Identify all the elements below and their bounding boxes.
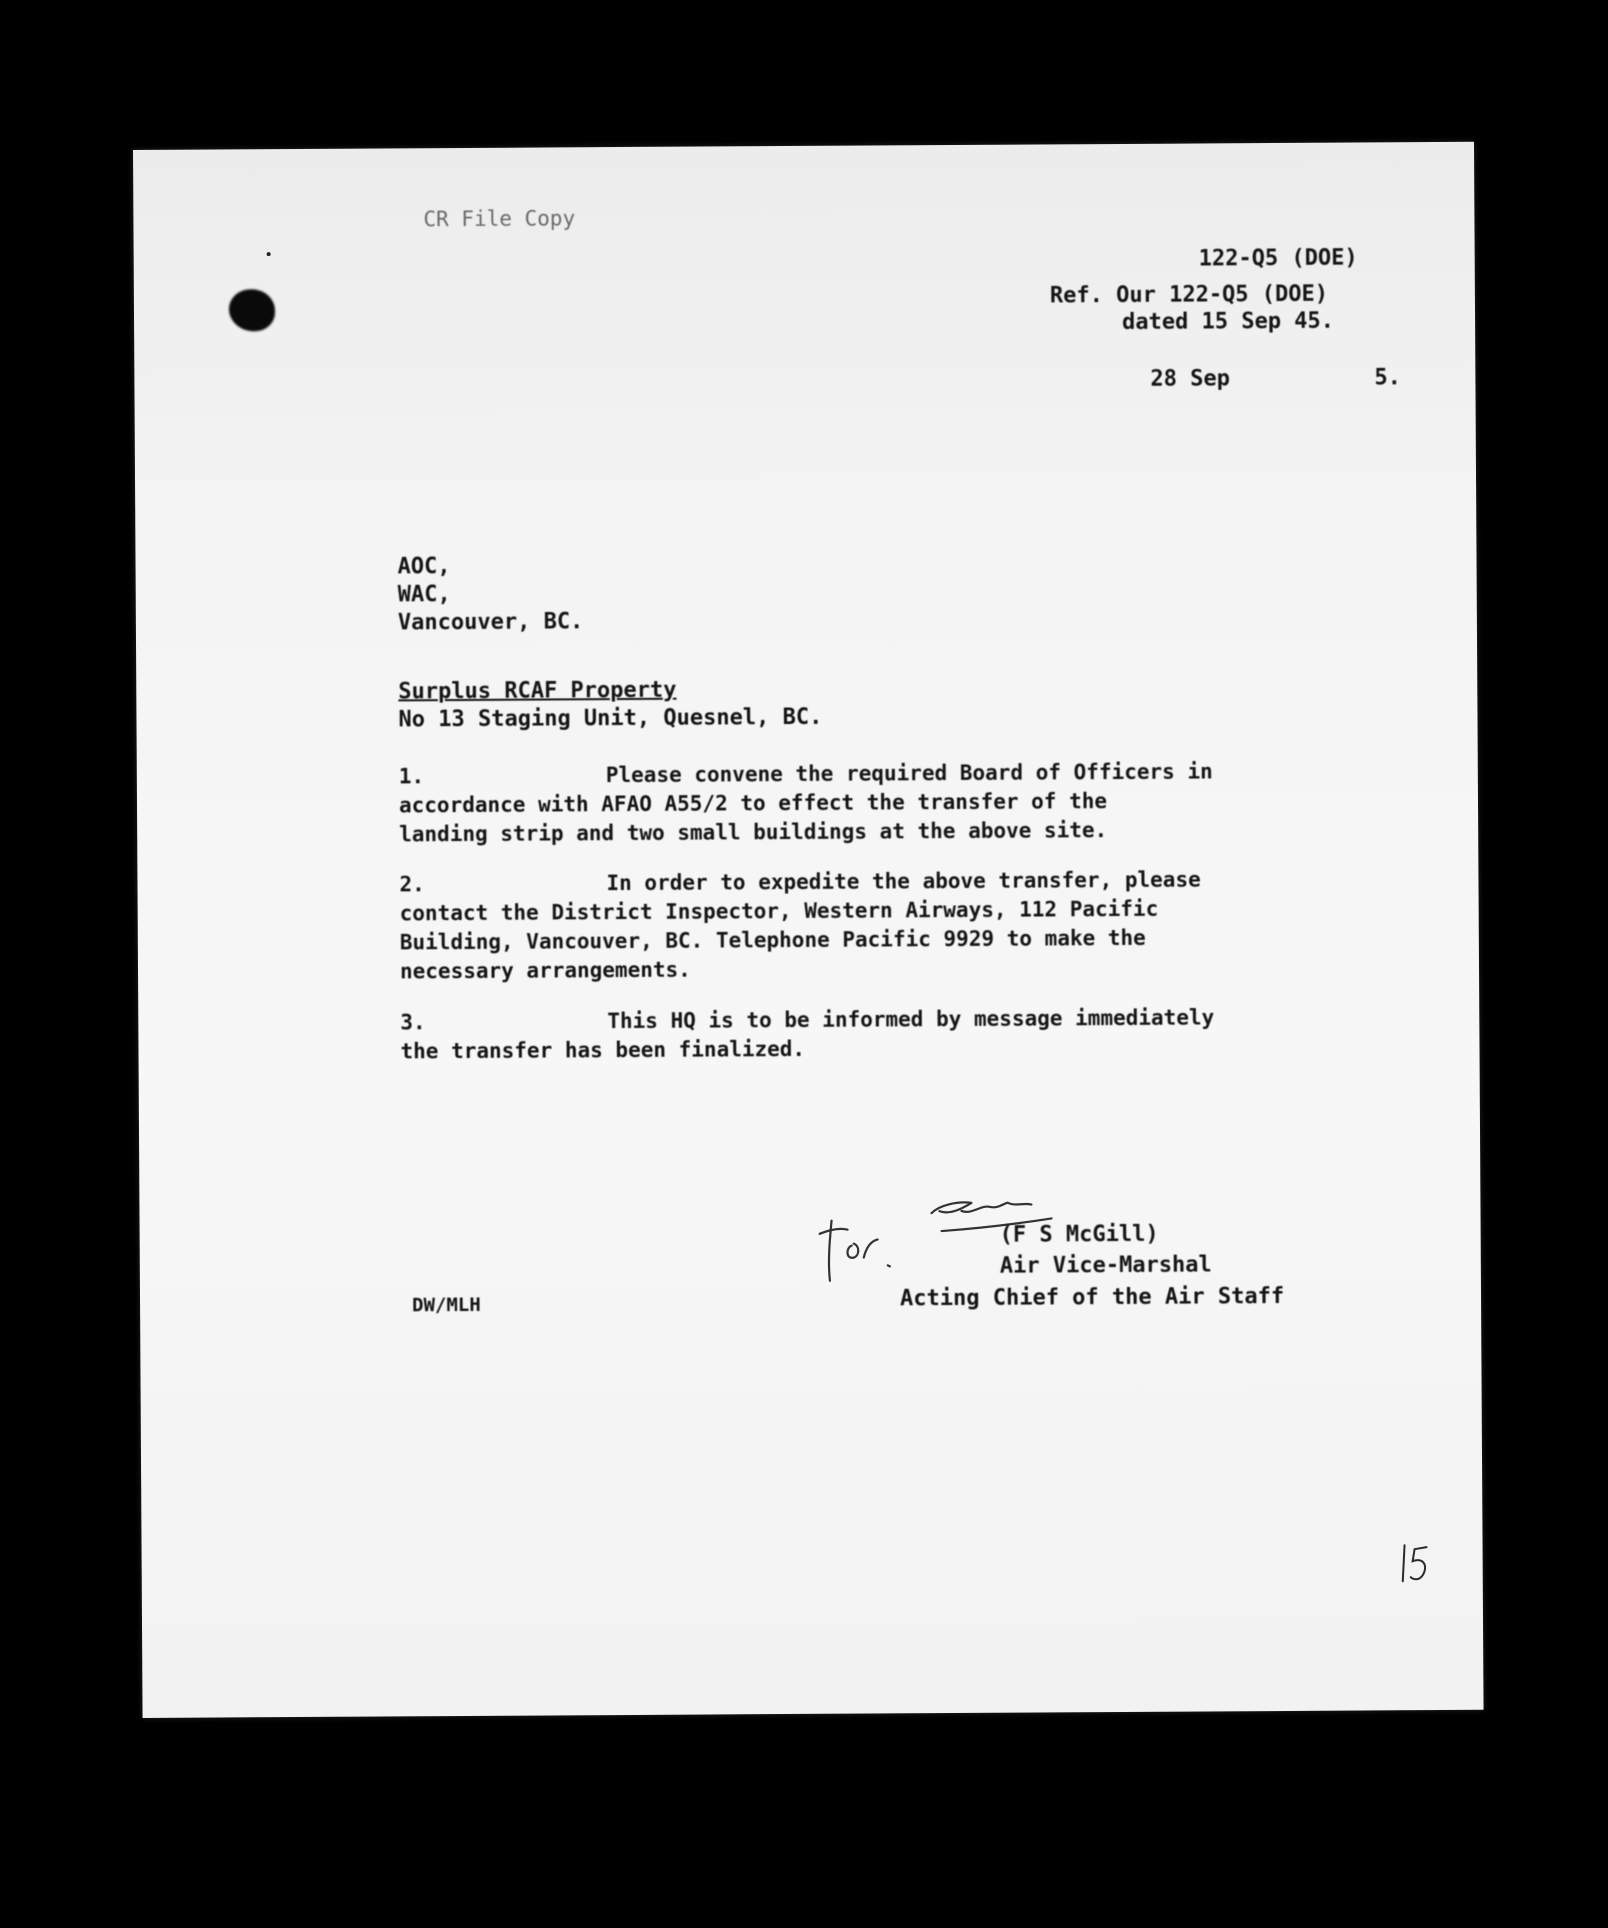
paragraph-number: 3. (400, 1010, 426, 1035)
paragraph-1 (399, 757, 1213, 849)
subject-line-2: No 13 Staging Unit, Quesnel, BC. (398, 704, 823, 733)
file-number: 122-Q5 (DOE) (1198, 245, 1358, 272)
subject-line-1: Surplus RCAF Property (398, 677, 677, 705)
letter-date: 28 Sep (1150, 366, 1230, 392)
file-copy-stamp: CR File Copy (423, 206, 576, 232)
paragraph-number: 2. (399, 872, 425, 897)
paragraph-line: This HQ is to be informed by message immediately (607, 1005, 1215, 1034)
signatory-name: (F S McGill) (999, 1221, 1159, 1248)
paragraph-line: necessary arrangements. (399, 957, 691, 984)
paragraph-line: Please convene the required Board of Officers in (605, 759, 1213, 788)
reference-line: Ref. Our 122-Q5 (DOE) (1049, 281, 1329, 309)
paragraph-line: Building, Vancouver, BC. Telephone Pacific 9929 to make the (399, 925, 1146, 955)
paragraph-line: accordance with AFAO A55/2 to effect the transfer of the (398, 789, 1108, 818)
reference-date: dated 15 Sep 45. (1121, 308, 1335, 335)
paragraph-line: contact the District Inspector, Western Airways, 112 Pacific (399, 896, 1159, 926)
punch-hole-mark (229, 289, 275, 331)
paragraph-line: In order to expedite the above transfer, please (606, 867, 1201, 896)
for-text (795, 1225, 798, 1253)
edge-mark-text (1397, 1542, 1398, 1570)
addressee-line-1: AOC, (397, 554, 451, 580)
addressee-line-3: Vancouver, BC. (397, 609, 584, 636)
letter-date-year: 5. (1374, 365, 1401, 391)
paragraph-line: landing strip and two small buildings at the above site. (399, 818, 1108, 847)
typist-initials: DW/MLH (411, 1293, 481, 1317)
signatory-rank: Air Vice-Marshal (999, 1252, 1212, 1279)
paragraph-2 (399, 865, 1201, 986)
addressee-line-2: WAC, (397, 582, 451, 608)
paper-speck (267, 252, 271, 256)
paper-sheet (133, 142, 1484, 1718)
handwritten-page-number (1396, 1537, 1436, 1587)
paragraph-number: 1. (398, 764, 425, 789)
paragraph-3 (400, 1003, 1214, 1066)
signatory-title: Acting Chief of the Air Staff (899, 1283, 1285, 1312)
paragraph-line: the transfer has been finalized. (400, 1036, 806, 1064)
